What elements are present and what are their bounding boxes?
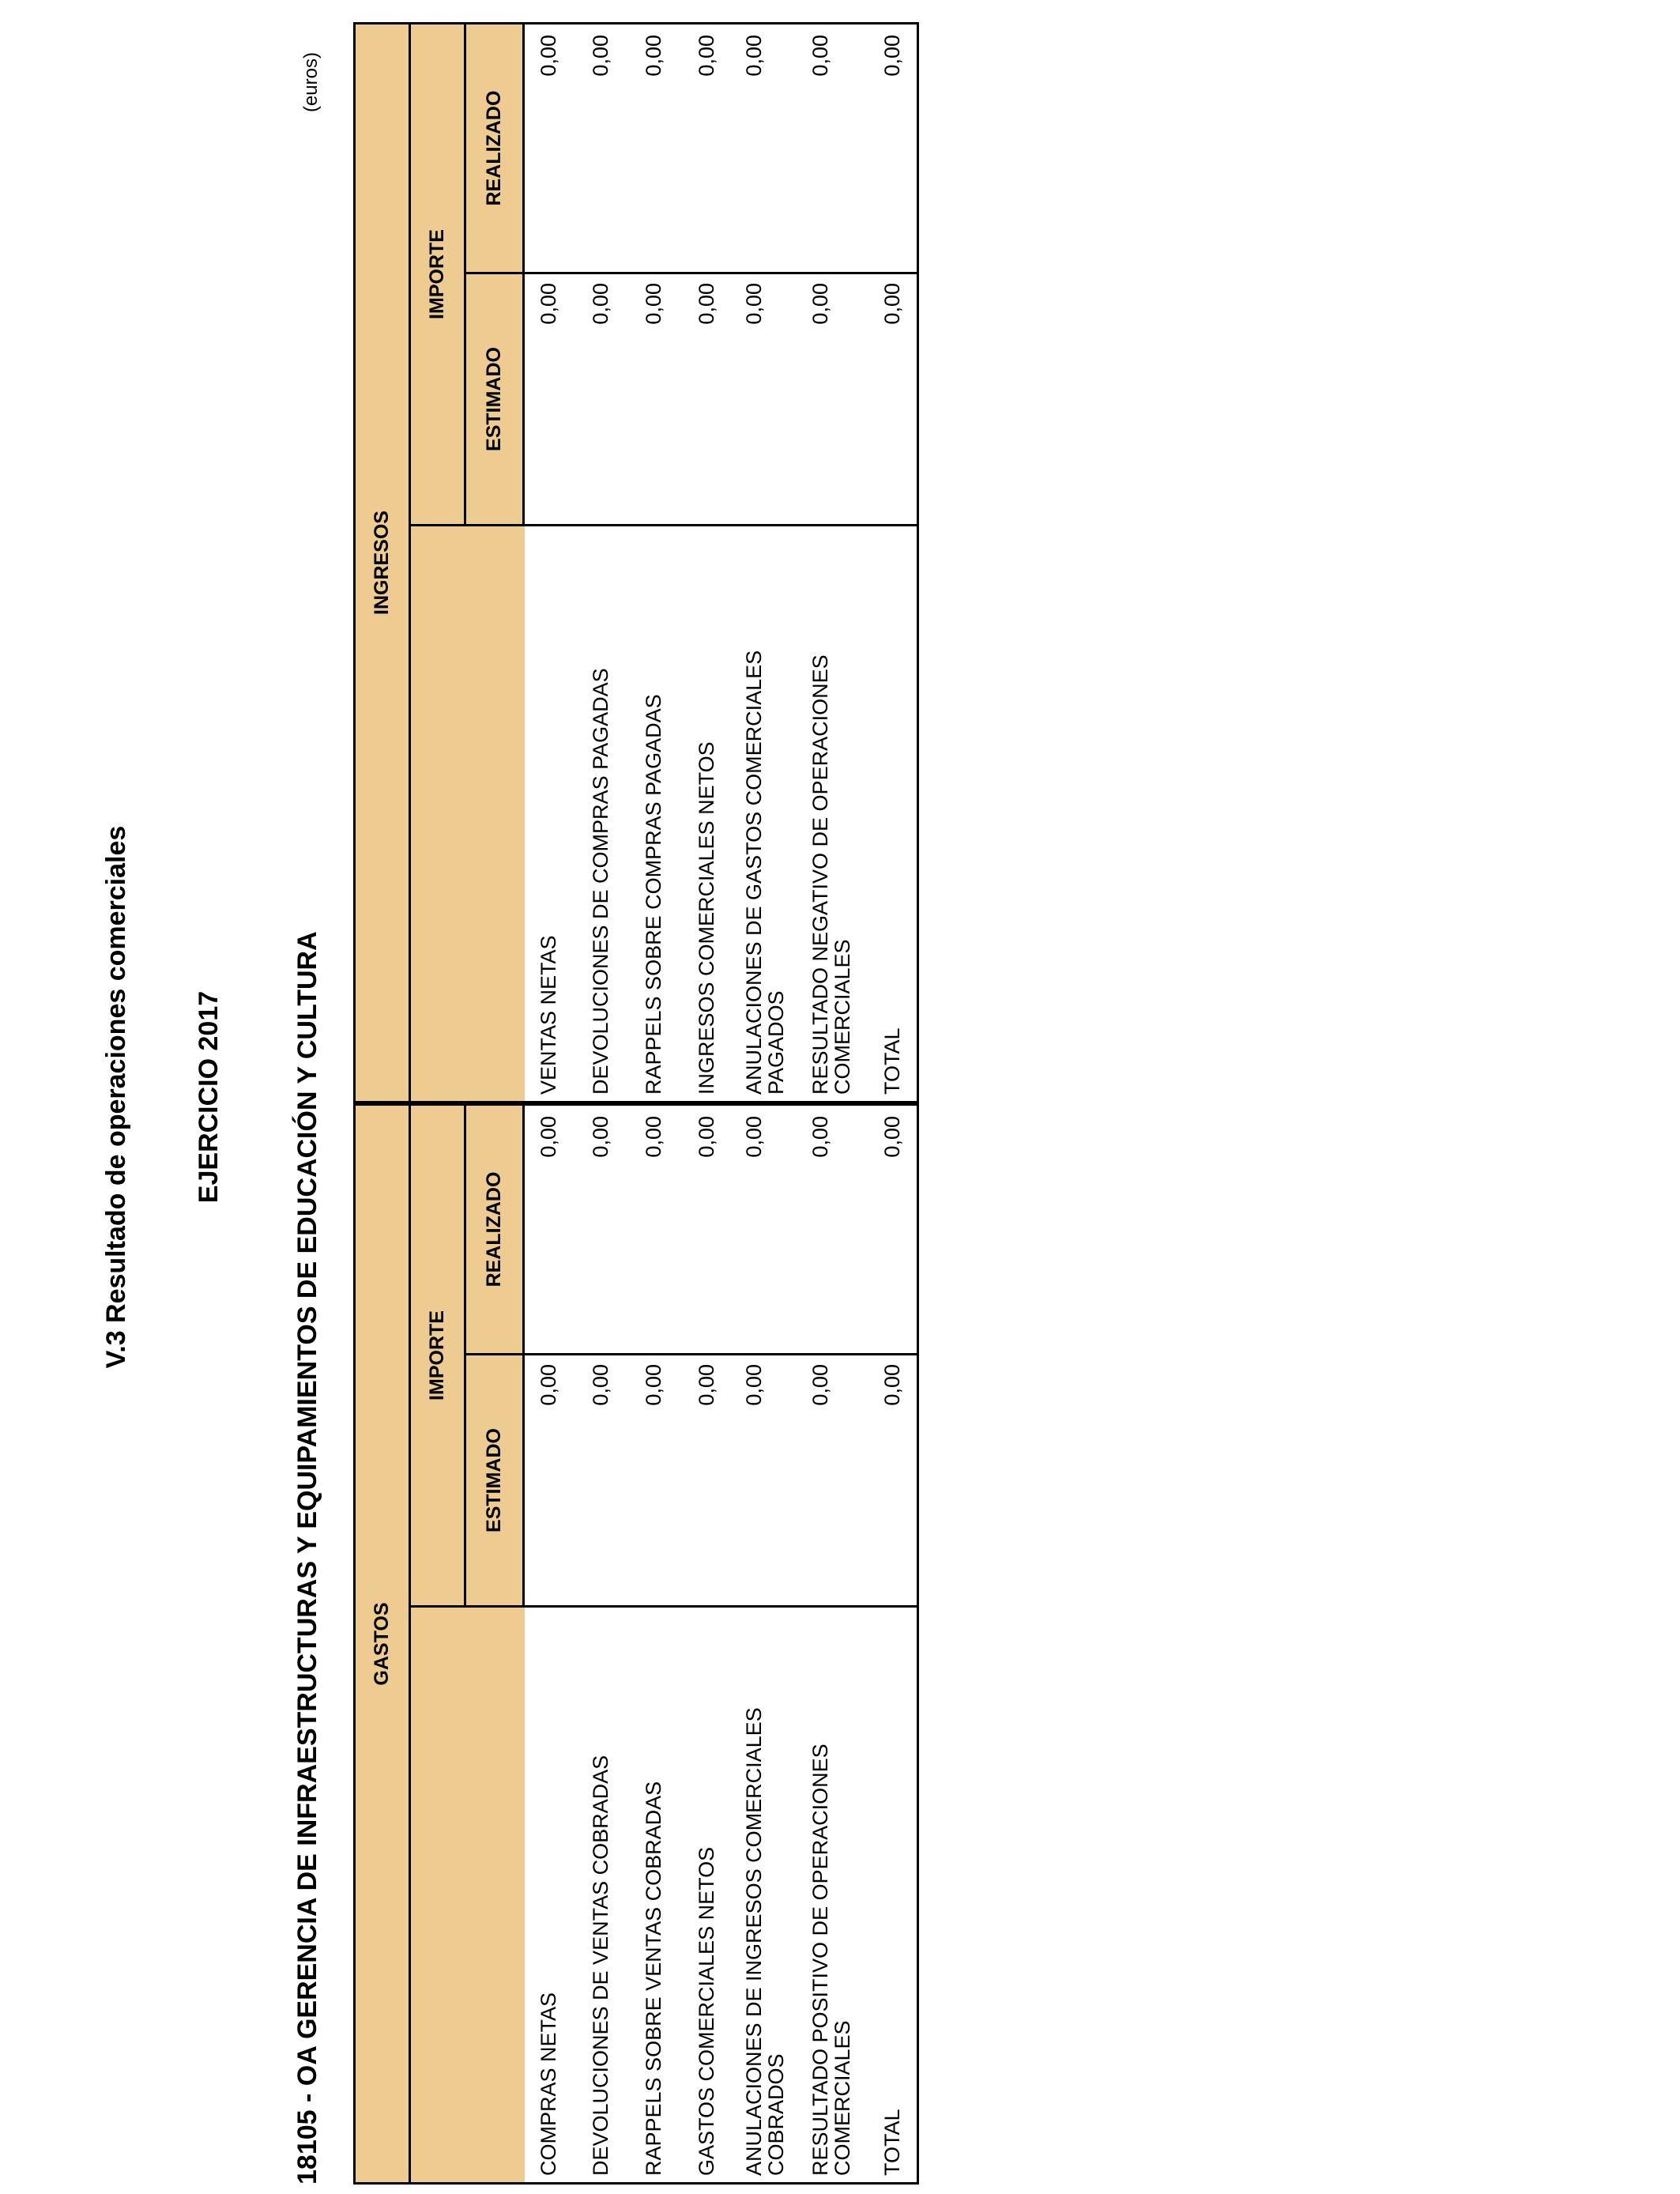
ingresos-row-estimado: 0,00 (808, 283, 832, 325)
gastos-row-estimado: 0,00 (537, 1364, 560, 1406)
gastos-estimado-header: ESTIMADO (466, 1353, 525, 1605)
gastos-heading: GASTOS (356, 1106, 411, 2182)
gastos-row-realizado: 0,00 (808, 1116, 832, 1158)
gastos-row-realizado: 0,00 (880, 1116, 904, 1158)
ingresos-estimado-column (525, 272, 917, 524)
gastos-row-estimado: 0,00 (642, 1364, 665, 1406)
gastos-row-estimado: 0,00 (808, 1364, 832, 1406)
gastos-row-estimado: 0,00 (742, 1364, 766, 1406)
gastos-row-estimado: 0,00 (880, 1364, 904, 1406)
ingresos-row-label: VENTAS NETAS (537, 935, 560, 1095)
gastos-row-realizado: 0,00 (642, 1116, 665, 1158)
gastos-row-label: TOTAL (880, 2109, 904, 2176)
gastos-row-estimado: 0,00 (589, 1364, 612, 1406)
ingresos-row-label: ANULACIONES DE GASTOS COMERCIALES PAGADOS (742, 650, 788, 1095)
gastos-row-label: COMPRAS NETAS (537, 1992, 560, 2176)
gastos-table (353, 1103, 919, 2185)
ingresos-row-label: INGRESOS COMERCIALES NETOS (695, 741, 718, 1095)
units-label: (euros) (300, 52, 322, 113)
ingresos-row-realizado: 0,00 (589, 35, 612, 77)
gastos-concept-column (525, 1605, 917, 2182)
gastos-row-estimado: 0,00 (695, 1364, 718, 1406)
report-title: V.3 Resultado de operaciones comerciales (101, 825, 131, 1369)
gastos-row-realizado: 0,00 (589, 1116, 612, 1158)
gastos-row-label: ANULACIONES DE INGRESOS COMERCIALES COBRADOS (742, 1707, 788, 2176)
ingresos-row-realizado: 0,00 (695, 35, 718, 77)
ingresos-row-realizado: 0,00 (642, 35, 665, 77)
ingresos-row-realizado: 0,00 (742, 35, 766, 77)
ingresos-row-estimado: 0,00 (742, 283, 766, 325)
ingresos-row-estimado: 0,00 (589, 283, 612, 325)
gastos-estimado-column (525, 1353, 917, 1605)
gastos-row-label: DEVOLUCIONES DE VENTAS COBRADAS (589, 1755, 612, 2176)
gastos-row-label: RAPPELS SOBRE VENTAS COBRADAS (642, 1781, 665, 2176)
gastos-row-realizado: 0,00 (537, 1116, 560, 1158)
gastos-row-label: RESULTADO POSITIVO DE OPERACIONES COMERCIALES (808, 1744, 854, 2176)
gastos-row-label: GASTOS COMERCIALES NETOS (695, 1846, 718, 2176)
entity-name: 18105 - OA GERENCIA DE INFRAESTRUCTURAS Y EQUIPAMIENTOS DE EDUCACIÓN Y CULTURA (292, 931, 322, 2185)
gastos-row-realizado: 0,00 (742, 1116, 766, 1158)
gastos-realizado-header: REALIZADO (466, 1106, 525, 1353)
ingresos-estimado-header: ESTIMADO (466, 272, 525, 524)
ingresos-concept-column (525, 524, 917, 1101)
gastos-concept-header (411, 1605, 525, 2182)
ingresos-importe-header: IMPORTE (411, 25, 466, 524)
ingresos-realizado-header: REALIZADO (466, 25, 525, 272)
ingresos-row-estimado: 0,00 (642, 283, 665, 325)
ingresos-row-realizado: 0,00 (808, 35, 832, 77)
ingresos-row-label: RAPPELS SOBRE COMPRAS PAGADAS (642, 694, 665, 1095)
ingresos-heading: INGRESOS (356, 25, 411, 1101)
ingresos-concept-header (411, 524, 525, 1101)
ingresos-row-label: DEVOLUCIONES DE COMPRAS PAGADAS (589, 668, 612, 1095)
ingresos-row-estimado: 0,00 (880, 283, 904, 325)
ingresos-row-label: TOTAL (880, 1027, 904, 1095)
ingresos-table (353, 22, 919, 1103)
ingresos-row-realizado: 0,00 (880, 35, 904, 77)
ingresos-row-realizado: 0,00 (537, 35, 560, 77)
exercise-year: EJERCICIO 2017 (194, 990, 224, 1204)
gastos-importe-header: IMPORTE (411, 1106, 466, 1605)
ingresos-row-estimado: 0,00 (695, 283, 718, 325)
gastos-row-realizado: 0,00 (695, 1116, 718, 1158)
ingresos-row-label: RESULTADO NEGATIVO DE OPERACIONES COMERCIALES (808, 654, 854, 1095)
ingresos-row-estimado: 0,00 (537, 283, 560, 325)
